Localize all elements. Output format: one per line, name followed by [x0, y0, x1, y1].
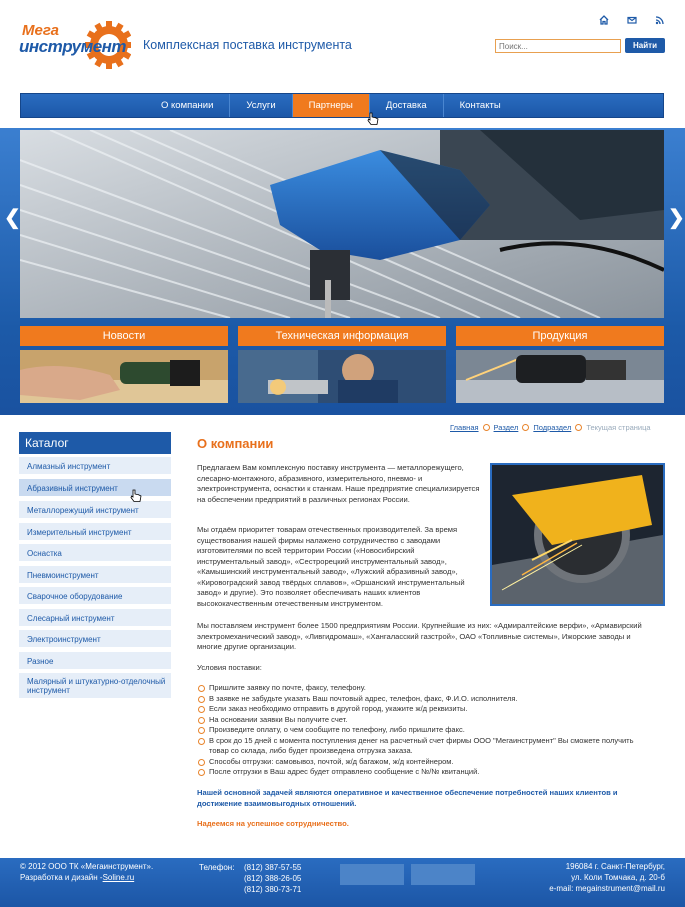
main-nav: [20, 93, 664, 118]
address-line: ул. Коли Томчака, д. 20-б: [571, 873, 665, 882]
nav-item-delivery[interactable]: Доставка: [370, 94, 444, 117]
list-item: На основании заявки Вы получите счет.: [197, 715, 647, 726]
catalog-item-diamond[interactable]: Алмазный инструмент: [19, 457, 171, 476]
address-line: 196084 г. Санкт-Петербург,: [565, 862, 665, 871]
breadcrumb-section-link[interactable]: Раздел: [493, 423, 519, 432]
catalog-title: Каталог: [19, 432, 171, 454]
nav-item-services[interactable]: Услуги: [230, 94, 292, 117]
catalog-item-measuring[interactable]: Измерительный инструмент: [19, 523, 171, 542]
nav-item-contacts[interactable]: Контакты: [459, 100, 501, 111]
catalog-item-pneumatic[interactable]: Пневмоинструмент: [19, 566, 171, 585]
nav-item-partners[interactable]: Партнеры: [293, 94, 370, 117]
search-input[interactable]: [495, 39, 621, 53]
promo-tech-title[interactable]: Техническая информация: [238, 326, 446, 346]
breadcrumb-separator-icon: [522, 424, 529, 431]
list-item: Произведите оплату, о чем сообщите по телефону, либо пришлите факс.: [197, 725, 647, 736]
design-prefix: Разработка и дизайн -: [20, 873, 103, 882]
conditions-title: Условия поставки:: [197, 663, 262, 672]
breadcrumb-separator-icon: [483, 424, 490, 431]
footer-address: [500, 861, 665, 894]
list-item: Пришлите заявку по почте, факсу, телефону.: [197, 683, 647, 694]
catalog-item-power-tools[interactable]: Электроинструмент: [19, 630, 171, 649]
copyright-text: © 2012 ООО ТК «Мегаинструмент».: [20, 862, 154, 871]
mission-statement: Нашей основной задачей являются оперативное и качественное обеспечение потребностей наших клиентов и достижение взаимовыгодных отношений.: [197, 788, 618, 808]
design-link[interactable]: Soline.ru: [102, 873, 135, 882]
logo-text-top: Мега: [22, 22, 59, 39]
list-item: Если заказ необходимо отправить в другой город, укажите ж/д реквизиты.: [197, 704, 647, 715]
site-tagline: Комплексная поставка инструмента: [143, 38, 352, 52]
catalog-item-welding[interactable]: Сварочное оборудование: [19, 587, 171, 606]
catalog-item-painting[interactable]: Малярный и штукатурно-отделочный инструмент: [19, 673, 171, 700]
page-title: О компании: [197, 436, 274, 451]
footer-counter-badge[interactable]: [411, 864, 475, 885]
nav-item-about[interactable]: О компании: [145, 94, 230, 117]
phone-number: (812) 387-57-55: [244, 863, 302, 872]
chevron-left-icon[interactable]: ❮: [4, 207, 21, 229]
footer-counter-badge[interactable]: [340, 864, 404, 885]
hand-cursor-icon: [130, 489, 142, 503]
promo-products-image[interactable]: [456, 350, 664, 403]
promo-news-title[interactable]: Новости: [20, 326, 228, 346]
promo-tech-image[interactable]: [238, 350, 446, 403]
list-item: В срок до 15 дней с момента поступления денег на расчетный счет фирмы ООО "Мегаинструмент" Вы сможете получить товар со склада, либо будет произведена отгрузка заказа.: [197, 736, 647, 757]
phone-number: (812) 380-73-71: [244, 885, 302, 894]
catalog-item-metal-cutting[interactable]: Металлорежущий инструмент: [19, 501, 171, 520]
mail-icon[interactable]: [627, 15, 637, 25]
breadcrumb-subsection-link[interactable]: Подраздел: [533, 423, 572, 432]
promo-news-image[interactable]: [20, 350, 228, 403]
clients-paragraph: Мы поставляем инструмент более 1500 предприятиям России. Крупнейшие из них: «Адмиралтейские верфи», «Армавирский электромеханический завод», «Ливгидромаш», «Хангаласский газстрой», ОАО «Топливные системы», Ижорские заводы и многие другие организации.: [197, 621, 642, 651]
breadcrumb-current: Текущая страница: [586, 423, 651, 432]
catalog-item-locksmith[interactable]: Слесарный инструмент: [19, 609, 171, 628]
list-item: После отгрузки в Ваш адрес будет отправлено сообщение с №/№ квитанций.: [197, 767, 647, 778]
catalog-item-tooling[interactable]: Оснастка: [19, 544, 171, 563]
grinder-photo: [490, 463, 665, 606]
closing-wish: Надеемся на успешное сотрудничество.: [197, 819, 349, 828]
hand-cursor-icon: [367, 112, 379, 126]
promo-products-title[interactable]: Продукция: [456, 326, 664, 346]
banner-jigsaw-image[interactable]: [20, 130, 664, 318]
phone-number: (812) 388-26-05: [244, 874, 302, 883]
list-item: В заявке не забудьте указать Ваш почтовый адрес, телефон, факс, Ф.И.О. исполнителя.: [197, 694, 647, 705]
phone-list: [244, 862, 301, 895]
catalog-item-abrasive[interactable]: Абразивный инструмент: [19, 479, 171, 498]
home-icon[interactable]: [599, 15, 609, 25]
search-button[interactable]: Найти: [625, 38, 665, 53]
rss-icon[interactable]: [655, 15, 665, 25]
footer-email[interactable]: e-mail: megainstrument@mail.ru: [549, 884, 665, 893]
breadcrumb-separator-icon: [575, 424, 582, 431]
intro-paragraph: Предлагаем Вам комплексную поставку инструмента — металлорежущего, слесарно-монтажного, абразивного, измерительного, пневмо- и электроинструмента, оснастки к станкам. Наше предприятие специализируется на обеспечении предприятий в различных регионах России.: [197, 463, 480, 504]
footer-copyright: [20, 861, 153, 883]
breadcrumb: [450, 423, 651, 432]
chevron-right-icon[interactable]: ❯: [668, 207, 685, 229]
breadcrumb-home-link[interactable]: Главная: [450, 423, 479, 432]
list-item: Способы отгрузки: самовывоз, почтой, ж/д багажом, ж/д контейнером.: [197, 757, 647, 768]
suppliers-paragraph: Мы отдаём приоритет товарам отечественных производителей. За время существования нашей фирмы налажено сотрудничество с заводами изготовителями по всей территории России («Новосибирский инструментальный завод», «Сестрорецкий инструментальный завод», «Камышинский инструментальный завод», «Лужский абразивный завод», «Кировоградский завод твёрдых сплавов», «Оршанский инструментальный завод» и другие). Это позволяет обеспечивать наших клиентов высококачественным отечественным инструментом.: [197, 525, 465, 608]
catalog-item-misc[interactable]: Разное: [19, 652, 171, 671]
phone-label: Телефон:: [199, 863, 235, 872]
logo-text-bottom: инструмент: [19, 37, 127, 56]
conditions-list: [197, 683, 647, 778]
